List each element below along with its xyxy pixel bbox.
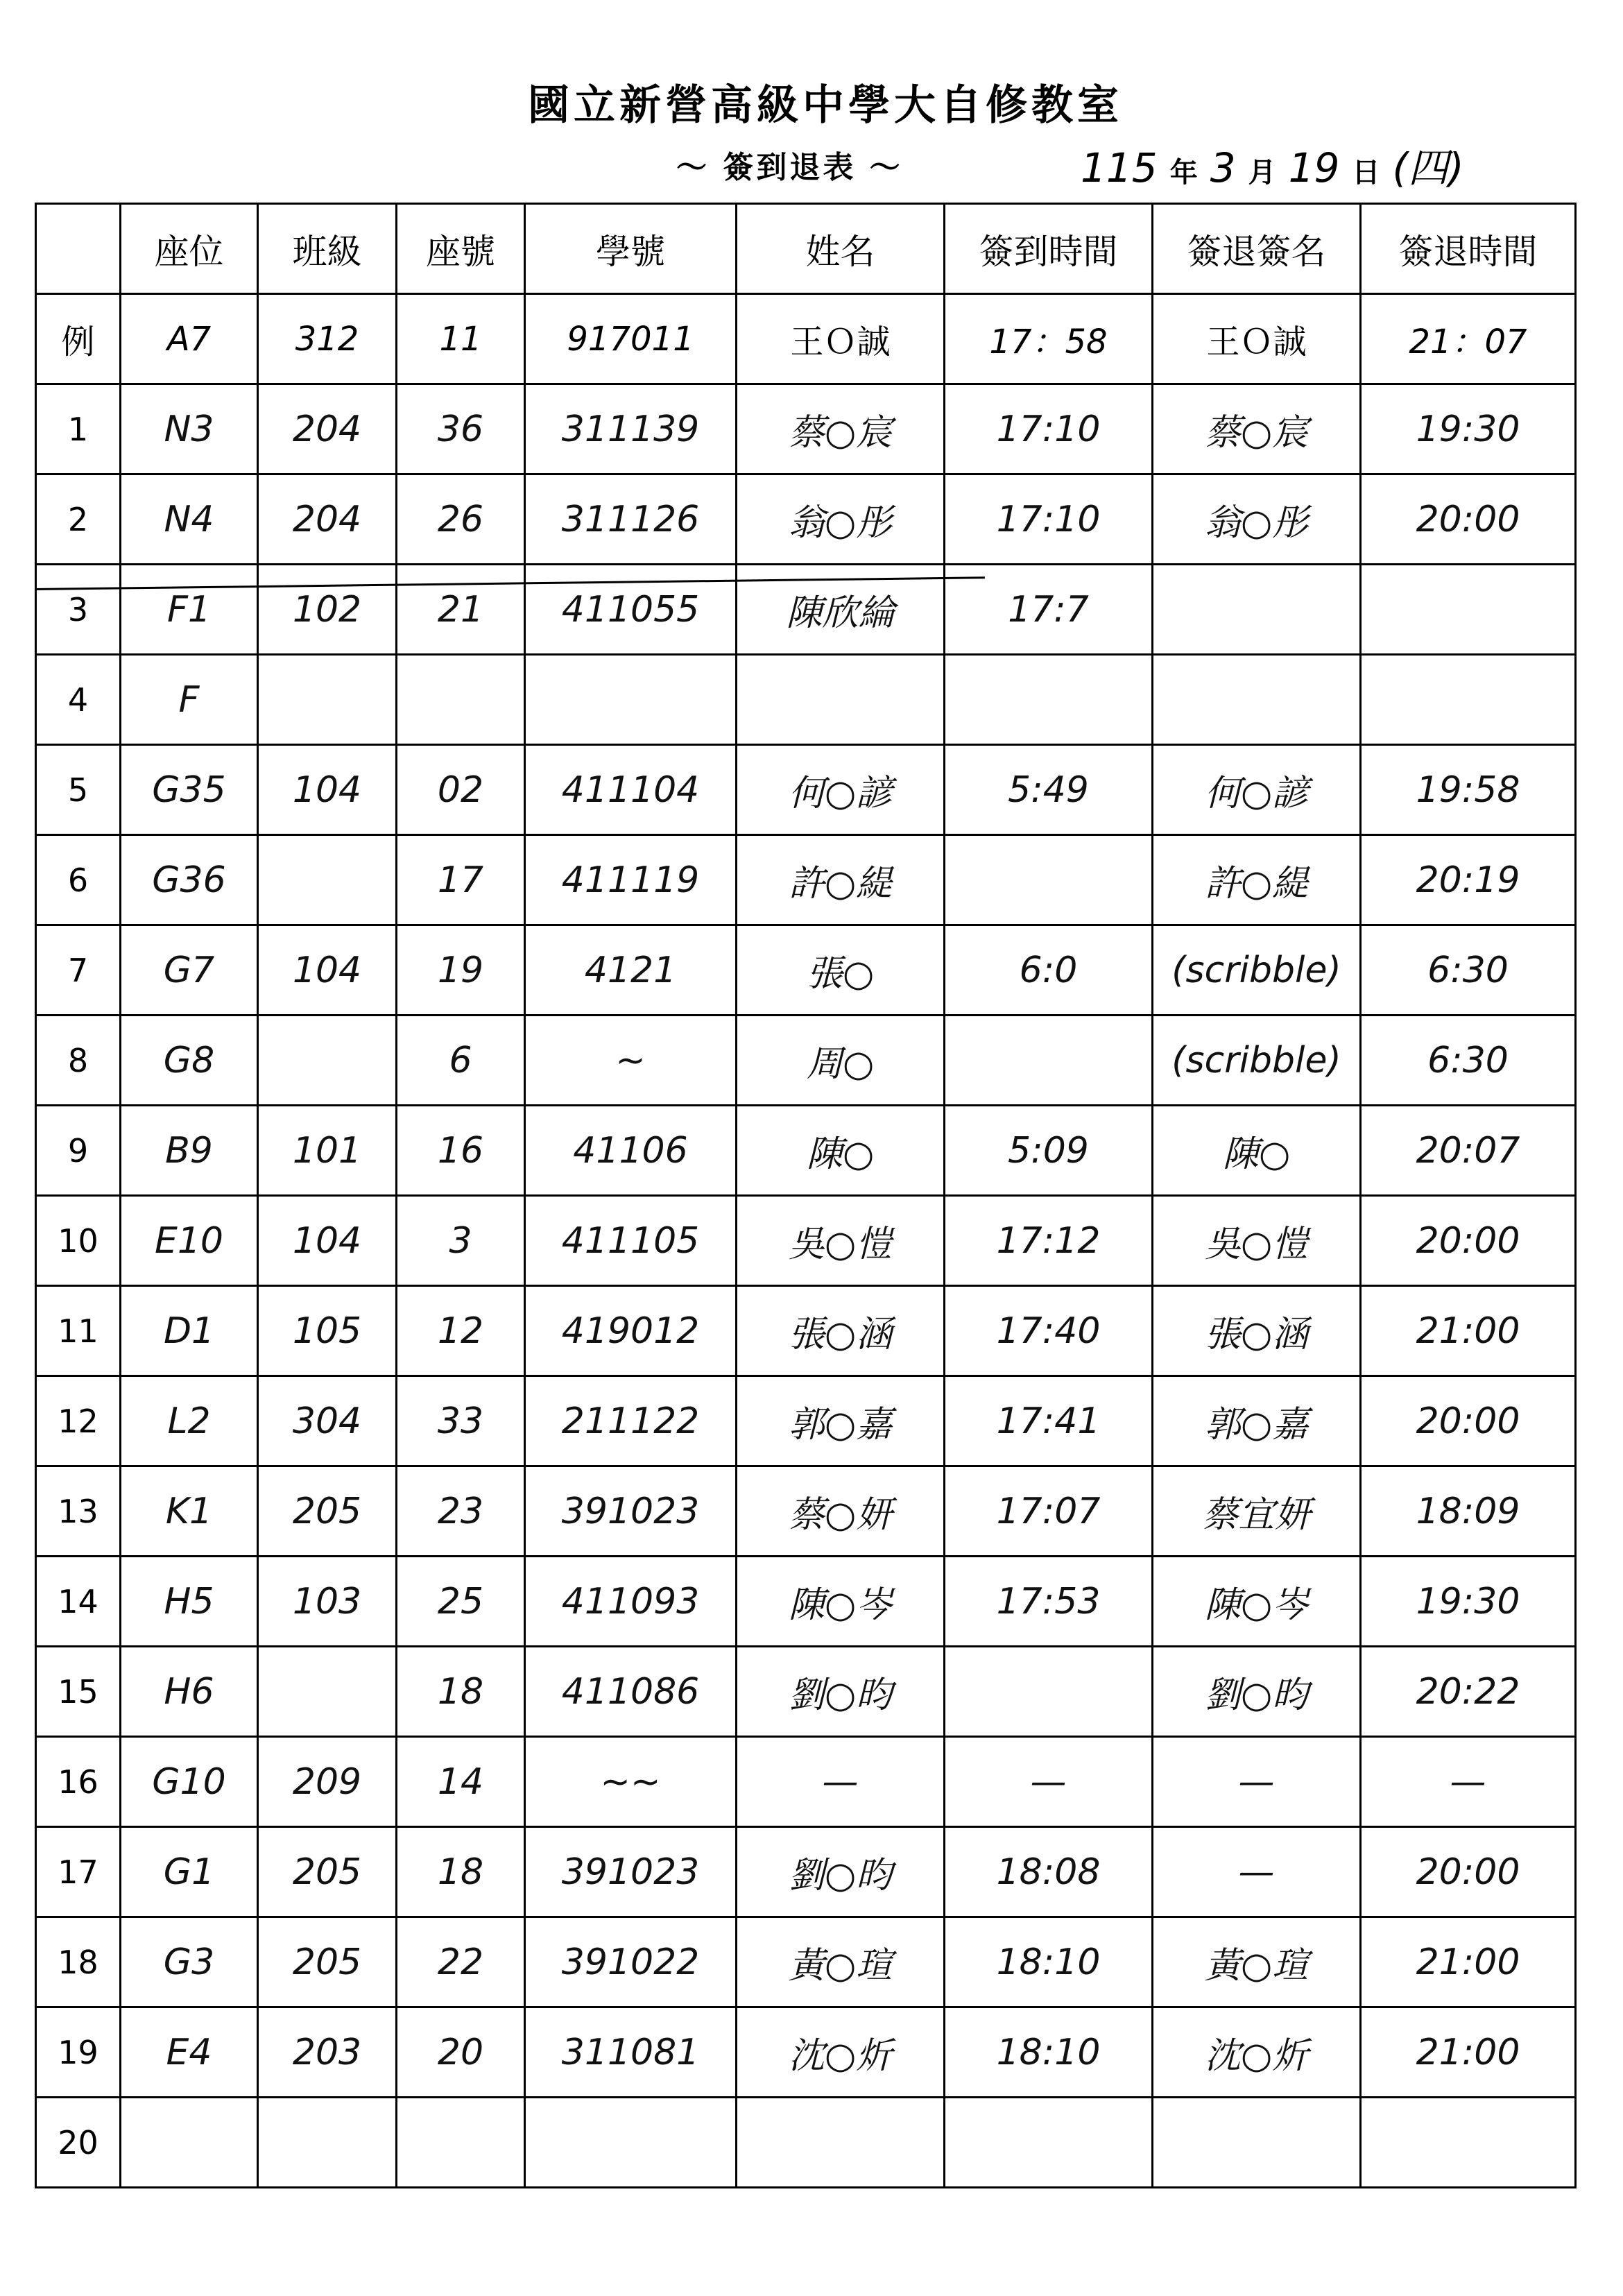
cell-name[interactable]: 劉○昀: [737, 1827, 945, 1917]
cell-class[interactable]: 204: [258, 474, 397, 565]
cell-sign-out-name[interactable]: 陳○岑: [1153, 1557, 1361, 1647]
cell-sign-out[interactable]: 20:07: [1361, 1106, 1576, 1196]
cell-class[interactable]: [258, 2098, 397, 2188]
table-row: [36, 384, 1576, 474]
cell-name[interactable]: 陳○岑: [737, 1557, 945, 1647]
cell-seat-no[interactable]: 02: [397, 745, 525, 835]
cell-sign-out-name[interactable]: 許○緹: [1153, 835, 1361, 925]
cell-sign-in[interactable]: 17:7: [945, 565, 1153, 655]
cell-class[interactable]: 205: [258, 1917, 397, 2007]
row-number: 15: [36, 1647, 121, 1737]
row-number: 13: [36, 1466, 121, 1557]
cell-class[interactable]: [258, 1016, 397, 1106]
cell-seat-no[interactable]: 26: [397, 474, 525, 565]
cell-class[interactable]: 103: [258, 1557, 397, 1647]
row-number: 4: [36, 655, 121, 745]
table-row: [36, 1466, 1576, 1557]
cell-class: 312: [258, 294, 397, 384]
cell-seat[interactable]: N4: [121, 474, 258, 565]
cell-seat-no[interactable]: 14: [397, 1737, 525, 1827]
col-header-index: [36, 204, 121, 294]
date-month: 3: [1210, 144, 1236, 191]
cell-sign-out: 21：07: [1361, 294, 1576, 384]
table-row: [36, 1016, 1576, 1106]
cell-class[interactable]: 204: [258, 384, 397, 474]
table-row: [36, 1647, 1576, 1737]
year-label: 年: [1169, 156, 1198, 189]
cell-sign-out-name[interactable]: 陳○: [1153, 1106, 1361, 1196]
cell-sign-out-name[interactable]: 何○諺: [1153, 745, 1361, 835]
cell-seat[interactable]: D1: [121, 1286, 258, 1376]
cell-sign-out[interactable]: 21:00: [1361, 1917, 1576, 2007]
cell-student-id[interactable]: 311139: [525, 384, 737, 474]
cell-student-id[interactable]: 411093: [525, 1557, 737, 1647]
cell-sign-out[interactable]: 20:00: [1361, 1827, 1576, 1917]
table-row: [36, 2098, 1576, 2188]
table-row: [36, 2007, 1576, 2098]
cell-sign-in[interactable]: 18:08: [945, 1827, 1153, 1917]
cell-sign-in[interactable]: 17:53: [945, 1557, 1153, 1647]
col-header-seat-no: 座號: [397, 204, 525, 294]
cell-seat[interactable]: H6: [121, 1647, 258, 1737]
cell-student-id[interactable]: 4121: [525, 925, 737, 1016]
cell-seat[interactable]: G7: [121, 925, 258, 1016]
entry-rows: [36, 384, 1576, 2188]
row-number: 8: [36, 1016, 121, 1106]
cell-seat[interactable]: H5: [121, 1557, 258, 1647]
cell-seat[interactable]: G36: [121, 835, 258, 925]
cell-student-id[interactable]: 311126: [525, 474, 737, 565]
col-header-name: 姓名: [737, 204, 945, 294]
month-label: 月: [1248, 156, 1276, 189]
cell-seat-no[interactable]: 18: [397, 1647, 525, 1737]
col-header-student-id: 學號: [525, 204, 737, 294]
table-row: [36, 1286, 1576, 1376]
cell-class[interactable]: 104: [258, 745, 397, 835]
col-header-class: 班級: [258, 204, 397, 294]
cell-sign-in[interactable]: [945, 1016, 1153, 1106]
cell-seat[interactable]: L2: [121, 1376, 258, 1466]
cell-class[interactable]: 205: [258, 1827, 397, 1917]
cell-seat[interactable]: E10: [121, 1196, 258, 1286]
cell-seat-no[interactable]: 19: [397, 925, 525, 1016]
cell-seat-no[interactable]: 21: [397, 565, 525, 655]
cell-sign-out[interactable]: 18:09: [1361, 1466, 1576, 1557]
cell-sign-in[interactable]: 18:10: [945, 1917, 1153, 2007]
page-title: 國立新營高級中學大自修教室: [528, 81, 1123, 130]
cell-seat[interactable]: G1: [121, 1827, 258, 1917]
cell-sign-in[interactable]: [945, 2098, 1153, 2188]
cell-sign-out[interactable]: 20:00: [1361, 1376, 1576, 1466]
cell-sign-in[interactable]: 17:12: [945, 1196, 1153, 1286]
table-row: [36, 1376, 1576, 1466]
cell-seat[interactable]: E4: [121, 2007, 258, 2098]
cell-student-id[interactable]: ~~: [525, 1737, 737, 1827]
cell-sign-out-name[interactable]: [1153, 655, 1361, 745]
cell-seat-no[interactable]: 18: [397, 1827, 525, 1917]
table-row: [36, 835, 1576, 925]
row-number: 14: [36, 1557, 121, 1647]
cell-name[interactable]: 黃○瑄: [737, 1917, 945, 2007]
cell-sign-out-name[interactable]: 蔡○宸: [1153, 384, 1361, 474]
header-row: [36, 204, 1576, 294]
cell-student-id[interactable]: 391023: [525, 1466, 737, 1557]
row-number: 16: [36, 1737, 121, 1827]
cell-sign-out-name[interactable]: —: [1153, 1827, 1361, 1917]
cell-student-id[interactable]: 411119: [525, 835, 737, 925]
cell-sign-in[interactable]: 18:10: [945, 2007, 1153, 2098]
cell-class[interactable]: 102: [258, 565, 397, 655]
date-day: 19: [1288, 144, 1340, 191]
row-number: 10: [36, 1196, 121, 1286]
table-row: [36, 1737, 1576, 1827]
cell-student-id[interactable]: 411086: [525, 1647, 737, 1737]
cell-seat[interactable]: N3: [121, 384, 258, 474]
cell-sign-out[interactable]: 20:22: [1361, 1647, 1576, 1737]
cell-sign-out-name[interactable]: (scribble): [1153, 1016, 1361, 1106]
row-number: 3: [36, 565, 121, 655]
date-line: [1068, 135, 1477, 194]
cell-seat[interactable]: F1: [121, 565, 258, 655]
cell-seat-no[interactable]: 23: [397, 1466, 525, 1557]
cell-seat-no[interactable]: 16: [397, 1106, 525, 1196]
cell-name[interactable]: [737, 655, 945, 745]
cell-sign-out-name: 王Ｏ誠: [1153, 294, 1361, 384]
cell-seat[interactable]: G35: [121, 745, 258, 835]
cell-name[interactable]: 許○緹: [737, 835, 945, 925]
cell-sign-out[interactable]: 21:00: [1361, 2007, 1576, 2098]
cell-class[interactable]: 101: [258, 1106, 397, 1196]
cell-seat[interactable]: G3: [121, 1917, 258, 2007]
cell-sign-out[interactable]: 21:00: [1361, 1286, 1576, 1376]
cell-class[interactable]: 104: [258, 1196, 397, 1286]
cell-name[interactable]: 陳欣綸: [737, 565, 945, 655]
table-row: [36, 565, 1576, 655]
date-weekday: (四): [1392, 144, 1464, 191]
table-row: [36, 925, 1576, 1016]
table-row: [36, 1196, 1576, 1286]
row-number: 11: [36, 1286, 121, 1376]
cell-sign-out-name[interactable]: 吳○愷: [1153, 1196, 1361, 1286]
col-header-sign-in-time: 簽到時間: [945, 204, 1153, 294]
cell-seat-no[interactable]: 33: [397, 1376, 525, 1466]
cell-seat-no[interactable]: 25: [397, 1557, 525, 1647]
cell-student-id[interactable]: 411104: [525, 745, 737, 835]
table-row: [36, 745, 1576, 835]
row-number: 1: [36, 384, 121, 474]
cell-sign-in[interactable]: 17:10: [945, 384, 1153, 474]
cell-name[interactable]: 張○: [737, 925, 945, 1016]
sign-in-sheet: [35, 203, 1577, 2188]
cell-sign-out[interactable]: [1361, 2098, 1576, 2188]
cell-seat-no[interactable]: 36: [397, 384, 525, 474]
cell-sign-in[interactable]: 17:07: [945, 1466, 1153, 1557]
cell-seat[interactable]: G8: [121, 1016, 258, 1106]
cell-sign-out[interactable]: 6:30: [1361, 925, 1576, 1016]
subtitle: ～ 簽到退表 ～: [676, 150, 903, 185]
cell-student-id[interactable]: 419012: [525, 1286, 737, 1376]
cell-sign-in[interactable]: 5:09: [945, 1106, 1153, 1196]
cell-class[interactable]: 203: [258, 2007, 397, 2098]
cell-seat[interactable]: B9: [121, 1106, 258, 1196]
cell-sign-in[interactable]: 6:0: [945, 925, 1153, 1016]
cell-student-id[interactable]: ~: [525, 1016, 737, 1106]
cell-name[interactable]: 蔡○宸: [737, 384, 945, 474]
row-number: 9: [36, 1106, 121, 1196]
date-year: 115: [1081, 144, 1158, 191]
row-number: 18: [36, 1917, 121, 2007]
cell-sign-out-name[interactable]: 翁○彤: [1153, 474, 1361, 565]
cell-class[interactable]: 205: [258, 1466, 397, 1557]
cell-sign-out-name[interactable]: 沈○炘: [1153, 2007, 1361, 2098]
cell-name[interactable]: 陳○: [737, 1106, 945, 1196]
cell-class[interactable]: [258, 655, 397, 745]
cell-student-id[interactable]: 411055: [525, 565, 737, 655]
cell-student-id[interactable]: 391022: [525, 1917, 737, 2007]
row-number: 6: [36, 835, 121, 925]
table-row: [36, 1106, 1576, 1196]
cell-sign-in[interactable]: 5:49: [945, 745, 1153, 835]
row-number: 7: [36, 925, 121, 1016]
cell-name[interactable]: 吳○愷: [737, 1196, 945, 1286]
cell-sign-out[interactable]: 20:00: [1361, 1196, 1576, 1286]
cell-name[interactable]: 劉○昀: [737, 1647, 945, 1737]
cell-sign-out-name[interactable]: —: [1153, 1737, 1361, 1827]
row-number: 5: [36, 745, 121, 835]
table-row: [36, 1917, 1576, 2007]
cell-student-id[interactable]: [525, 655, 737, 745]
cell-student-id[interactable]: 311081: [525, 2007, 737, 2098]
day-label: 日: [1352, 156, 1380, 189]
cell-seat-no: 11: [397, 294, 525, 384]
cell-student-id: 917011: [525, 294, 737, 384]
table-row: [36, 1827, 1576, 1917]
cell-name[interactable]: 蔡○妍: [737, 1466, 945, 1557]
cell-sign-in[interactable]: [945, 1647, 1153, 1737]
table-row: [36, 655, 1576, 745]
cell-sign-in: 17：58: [945, 294, 1153, 384]
cell-class[interactable]: [258, 1647, 397, 1737]
table-row: [36, 474, 1576, 565]
cell-sign-in[interactable]: 17:41: [945, 1376, 1153, 1466]
cell-sign-out[interactable]: —: [1361, 1737, 1576, 1827]
example-row: [36, 294, 1576, 384]
cell-sign-in[interactable]: 17:10: [945, 474, 1153, 565]
cell-name[interactable]: 何○諺: [737, 745, 945, 835]
row-number: 12: [36, 1376, 121, 1466]
cell-sign-out-name[interactable]: 張○涵: [1153, 1286, 1361, 1376]
cell-sign-in[interactable]: 17:40: [945, 1286, 1153, 1376]
cell-name[interactable]: [737, 2098, 945, 2188]
cell-seat-no[interactable]: 12: [397, 1286, 525, 1376]
cell-name[interactable]: 沈○炘: [737, 2007, 945, 2098]
cell-seat-no[interactable]: 17: [397, 835, 525, 925]
cell-name[interactable]: 張○涵: [737, 1286, 945, 1376]
cell-student-id[interactable]: 211122: [525, 1376, 737, 1466]
cell-seat-no[interactable]: 6: [397, 1016, 525, 1106]
cell-sign-in[interactable]: [945, 835, 1153, 925]
cell-seat[interactable]: [121, 2098, 258, 2188]
cell-seat-no[interactable]: 3: [397, 1196, 525, 1286]
cell-name[interactable]: 周○: [737, 1016, 945, 1106]
row-number: 19: [36, 2007, 121, 2098]
cell-sign-out-name[interactable]: 黃○瑄: [1153, 1917, 1361, 2007]
cell-sign-out[interactable]: 6:30: [1361, 1016, 1576, 1106]
col-header-sign-out-name: 簽退簽名: [1153, 204, 1361, 294]
cell-class[interactable]: 105: [258, 1286, 397, 1376]
cell-class[interactable]: 209: [258, 1737, 397, 1827]
cell-sign-out[interactable]: 20:19: [1361, 835, 1576, 925]
cell-class[interactable]: 304: [258, 1376, 397, 1466]
cell-sign-out[interactable]: [1361, 655, 1576, 745]
cell-name[interactable]: 郭○嘉: [737, 1376, 945, 1466]
cell-sign-out-name[interactable]: 劉○昀: [1153, 1647, 1361, 1737]
cell-sign-in[interactable]: [945, 655, 1153, 745]
cell-sign-out-name[interactable]: [1153, 565, 1361, 655]
cell-seat-no[interactable]: [397, 2098, 525, 2188]
cell-sign-out-name[interactable]: [1153, 2098, 1361, 2188]
row-number: 17: [36, 1827, 121, 1917]
col-header-seat: 座位: [121, 204, 258, 294]
cell-name[interactable]: —: [737, 1737, 945, 1827]
cell-sign-out-name[interactable]: 蔡宜妍: [1153, 1466, 1361, 1557]
row-number: 2: [36, 474, 121, 565]
cell-seat: A7: [121, 294, 258, 384]
cell-seat-no[interactable]: 22: [397, 1917, 525, 2007]
cell-seat[interactable]: G10: [121, 1737, 258, 1827]
cell-student-id[interactable]: 411105: [525, 1196, 737, 1286]
cell-sign-out-name[interactable]: (scribble): [1153, 925, 1361, 1016]
row-number: 20: [36, 2098, 121, 2188]
cell-student-id[interactable]: [525, 2098, 737, 2188]
table-row: [36, 1557, 1576, 1647]
cell-seat-no[interactable]: [397, 655, 525, 745]
cell-name[interactable]: 翁○彤: [737, 474, 945, 565]
cell-sign-out[interactable]: 20:00: [1361, 474, 1576, 565]
cell-student-id[interactable]: 391023: [525, 1827, 737, 1917]
cell-seat[interactable]: K1: [121, 1466, 258, 1557]
col-header-sign-out-time: 簽退時間: [1361, 204, 1576, 294]
cell-name: 王Ｏ誠: [737, 294, 945, 384]
cell-sign-out[interactable]: 19:30: [1361, 1557, 1576, 1647]
cell-class[interactable]: 104: [258, 925, 397, 1016]
cell-student-id[interactable]: 41106: [525, 1106, 737, 1196]
cell-seat[interactable]: F: [121, 655, 258, 745]
cell-sign-out[interactable]: 19:30: [1361, 384, 1576, 474]
cell-seat-no[interactable]: 20: [397, 2007, 525, 2098]
cell-sign-out-name[interactable]: 郭○嘉: [1153, 1376, 1361, 1466]
cell-sign-out[interactable]: 19:58: [1361, 745, 1576, 835]
cell-sign-in[interactable]: —: [945, 1737, 1153, 1827]
cell-sign-out[interactable]: [1361, 565, 1576, 655]
cell-class[interactable]: [258, 835, 397, 925]
example-label: 例: [36, 294, 121, 384]
